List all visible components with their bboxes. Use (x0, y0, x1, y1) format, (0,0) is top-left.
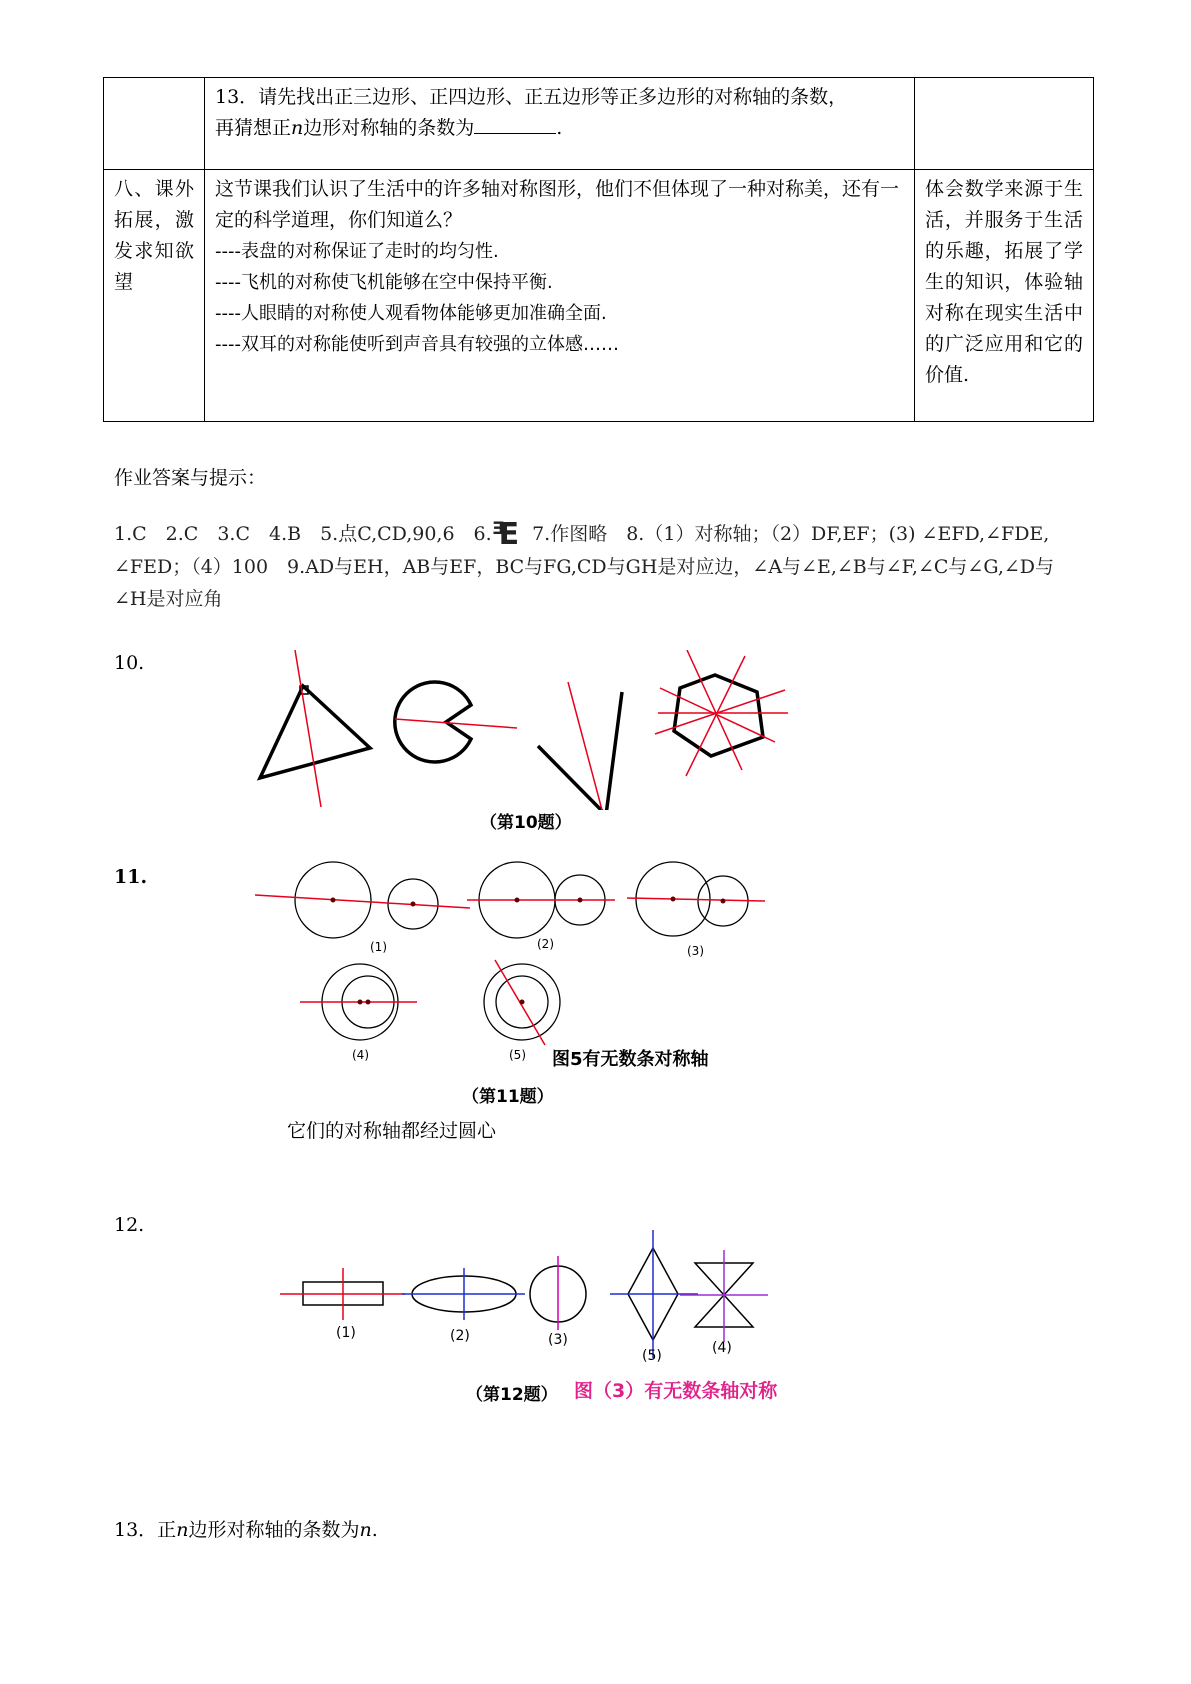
q11-fig5 (484, 960, 560, 1062)
q12-sub-label: (4) (712, 1340, 732, 1356)
text-fragment: 再猜想正 (215, 117, 292, 139)
row2-col2 (205, 170, 915, 422)
lesson-table (103, 77, 1094, 422)
table-row (104, 78, 1094, 170)
extension-item: ----表盘的对称保证了走时的均匀性. (215, 241, 499, 262)
q11-sub-label: (3) (687, 944, 704, 958)
q12-label: 12. (114, 1214, 145, 1236)
q10-angle (538, 682, 622, 810)
text-fragment: 边形对称轴的条数为 (303, 117, 475, 139)
q11-conclusion: 它们的对称轴都经过圆心 (287, 1120, 497, 1142)
q12-rectangle (280, 1268, 405, 1341)
text-fragment: . (556, 117, 563, 139)
table-row (104, 170, 1094, 422)
answers-part2: 7.作图略 8.（1）对称轴；（2）DF,EF；(3) ∠EFD,∠FDE, ∠FED；（4）100 9.AD与EH，AB与EF，BC与FG,CD与GH是对应边，∠A与∠E,∠B与∠F,∠C与∠G,∠D与∠H是对应角 (114, 523, 1055, 610)
extension-item: ----双耳的对称能使听到声音具有较强的立体感…… (215, 334, 619, 355)
q10-pacman (395, 682, 517, 762)
q12-sub-label: (2) (450, 1328, 470, 1344)
q6-glyph: ᴲE (491, 517, 514, 552)
answer-blank (474, 115, 556, 134)
q12-sub-label: (3) (548, 1332, 568, 1348)
q12-circle (530, 1256, 586, 1348)
q10-pentagon (655, 650, 788, 776)
answers-part1: 1.C 2.C 3.C 4.B 5.点C,CD,90,6 6. (114, 523, 492, 545)
italic-n: n (359, 1519, 372, 1541)
row1-col3 (915, 78, 1094, 170)
homework-heading: 作业答案与提示： (114, 467, 267, 489)
text-fragment: . (371, 1519, 378, 1541)
q11-sub-label: (2) (537, 937, 554, 951)
q11-sub-label: (4) (352, 1048, 369, 1062)
extension-item: ----人眼睛的对称使人观看物体能够更加准确全面. (215, 303, 607, 324)
extension-item: ----飞机的对称使飞机能够在空中保持平衡. (215, 272, 553, 293)
q12-note: 图（3）有无数条轴对称 (574, 1380, 778, 1402)
text-fragment: 13．正 (114, 1519, 177, 1541)
q11-fig2 (467, 862, 615, 951)
q11-note: 图5有无数条对称轴 (552, 1049, 709, 1070)
q13-answer (114, 1515, 378, 1546)
row1-col2 (205, 78, 915, 170)
q12-caption: （第12题） (466, 1385, 558, 1405)
q13-prompt-line1: 13．请先找出正三边形、正四边形、正五边形等正多边形的对称轴的条数， (215, 86, 848, 108)
q10-triangle (260, 650, 370, 807)
q11-fig4 (300, 964, 417, 1062)
q11-caption: （第11题） (462, 1087, 554, 1107)
q11-sub-label: (5) (509, 1048, 526, 1062)
italic-n: n (176, 1519, 189, 1541)
design-intent: 体会数学来源于生活，并服务于生活的乐趣，拓展了学生的知识，体验轴对称在现实生活中的广泛应用和它的价值. (915, 170, 1094, 422)
q11-sub-label: (1) (370, 940, 387, 954)
row1-col1 (104, 78, 205, 170)
q12-sub-label: (5) (642, 1348, 662, 1364)
q12-ellipse (402, 1268, 525, 1344)
q11-fig1 (255, 862, 470, 954)
section-title: 八、课外拓展，激发求知欲望 (104, 170, 205, 422)
italic-n: n (291, 117, 304, 139)
q13-prompt-line2 (215, 113, 904, 144)
q10-figures (240, 650, 800, 810)
answer-text (114, 518, 1084, 615)
q11-fig3 (627, 862, 765, 958)
q10-caption: （第10题） (480, 813, 572, 833)
q12-hourglass (680, 1250, 768, 1356)
q11-label: 11. (114, 866, 148, 888)
q12-figures (280, 1230, 780, 1370)
text-fragment: 边形对称轴的条数为 (188, 1519, 360, 1541)
extension-intro: 这节课我们认识了生活中的许多轴对称图形，他们不但体现了一种对称美，还有一定的科学道理，你们知道么？ (215, 178, 900, 231)
q12-sub-label: (1) (336, 1325, 356, 1341)
q12-rhombus (610, 1230, 698, 1364)
q10-label: 10. (114, 652, 145, 674)
